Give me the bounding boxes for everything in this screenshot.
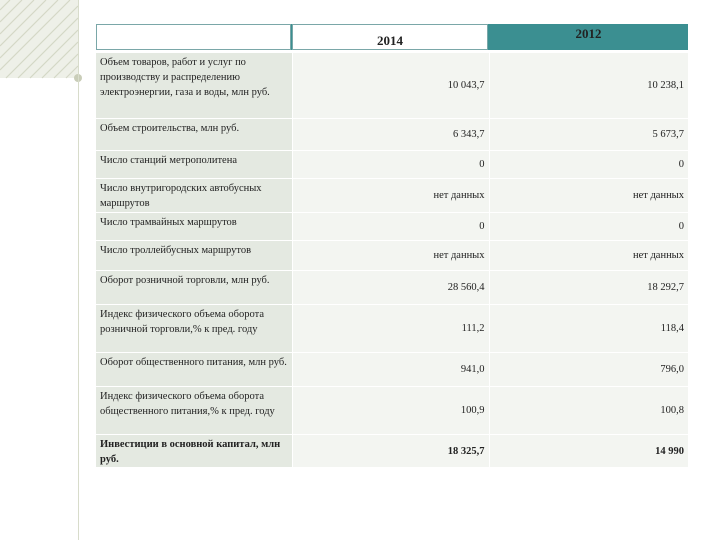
value-2014: 18 325,7 <box>292 435 489 468</box>
value-2012: 10 238,1 <box>489 53 688 119</box>
value-2014: нет данных <box>292 241 489 271</box>
row-label: Число станций метрополитена <box>96 151 292 179</box>
table-row <box>96 241 688 271</box>
value-2014: 28 560,4 <box>292 271 489 305</box>
value-2012: 18 292,7 <box>489 271 688 305</box>
value-2014: 10 043,7 <box>292 53 489 119</box>
row-label: Индекс физического объема оборота розничной торговли,% к пред. году <box>96 305 292 353</box>
value-2014: 6 343,7 <box>292 119 489 151</box>
value-2014: 100,9 <box>292 387 489 435</box>
value-2012: 118,4 <box>489 305 688 353</box>
header-label-column <box>96 24 291 50</box>
table-row <box>96 387 688 435</box>
left-decor-rule <box>78 0 79 540</box>
row-label: Индекс физического объема оборота общественного питания,% к пред. году <box>96 387 292 435</box>
table-row <box>96 119 688 151</box>
row-label: Число троллейбусных маршрутов <box>96 241 292 271</box>
value-2012: 0 <box>489 213 688 241</box>
table-row <box>96 353 688 387</box>
table-row <box>96 53 688 119</box>
value-2012: нет данных <box>489 241 688 271</box>
value-2014: 0 <box>292 151 489 179</box>
corner-decoration <box>0 0 110 110</box>
value-2014: 111,2 <box>292 305 489 353</box>
value-2014: нет данных <box>292 179 489 213</box>
table-row <box>96 151 688 179</box>
row-label: Объем строительства, млн руб. <box>96 119 292 151</box>
value-2012: нет данных <box>489 179 688 213</box>
table-row <box>96 271 688 305</box>
row-label: Оборот общественного питания, млн руб. <box>96 353 292 387</box>
value-2012: 5 673,7 <box>489 119 688 151</box>
value-2014: 0 <box>292 213 489 241</box>
table-row <box>96 179 688 213</box>
value-2012: 0 <box>489 151 688 179</box>
row-label: Объем товаров, работ и услуг по производству и распределению электроэнергии, газа и воды, млн руб. <box>96 53 292 119</box>
table-row <box>96 213 688 241</box>
row-label: Число трамвайных маршрутов <box>96 213 292 241</box>
value-2014: 941,0 <box>292 353 489 387</box>
row-label: Число внутригородских автобусных маршрутов <box>96 179 292 213</box>
row-label: Оборот розничной торговли, млн руб. <box>96 271 292 305</box>
table-row <box>96 305 688 353</box>
header-year-2014: 2014 <box>292 24 488 50</box>
table-row <box>96 435 688 468</box>
value-2012: 100,8 <box>489 387 688 435</box>
value-2012: 796,0 <box>489 353 688 387</box>
statistics-table <box>96 52 688 468</box>
row-label: Инвестиции в основной капитал, млн руб. <box>96 435 292 468</box>
header-year-2012: 2012 <box>575 26 602 41</box>
value-2012: 14 990 <box>489 435 688 468</box>
